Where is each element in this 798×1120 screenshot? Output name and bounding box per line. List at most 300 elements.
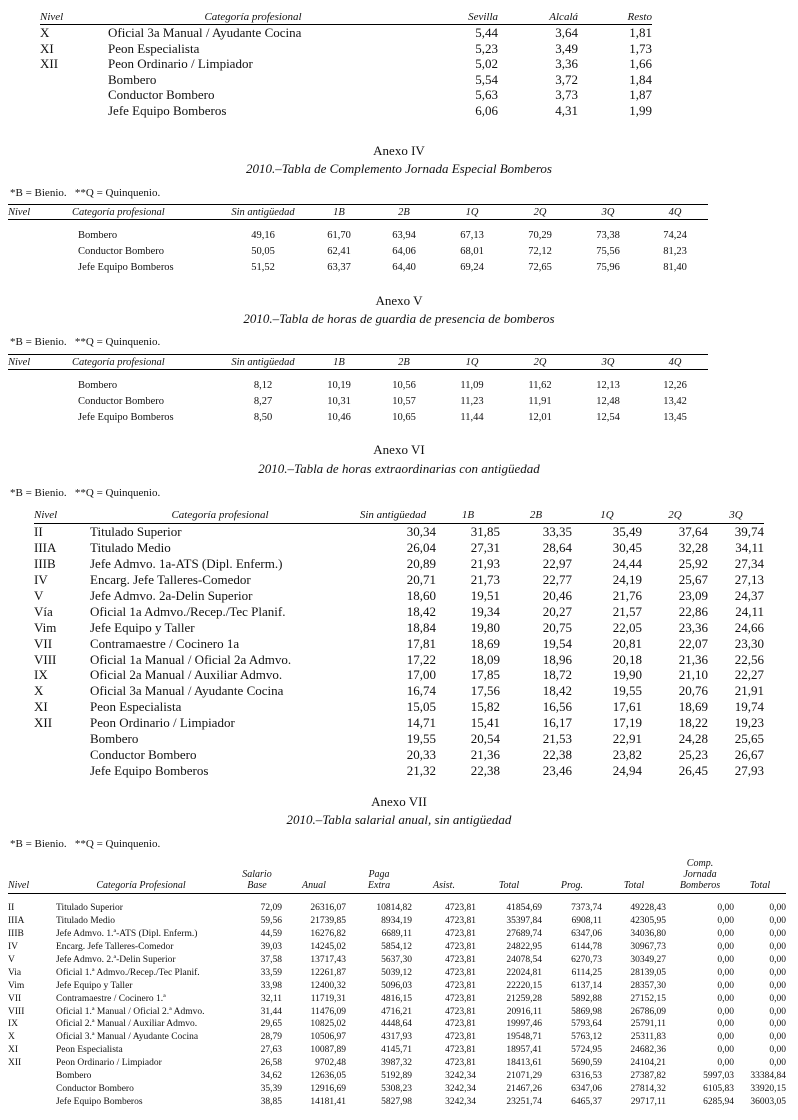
table-cell: 4723,81 bbox=[445, 993, 476, 1004]
table-cell: 75,56 bbox=[596, 246, 620, 258]
table-cell: 12,13 bbox=[596, 380, 620, 392]
table-cell: 35397,84 bbox=[506, 916, 542, 927]
table-cell: 19,90 bbox=[612, 667, 642, 683]
table-cell: 11719,31 bbox=[310, 993, 346, 1004]
table-cell: 24078,54 bbox=[506, 955, 542, 965]
spacer-row bbox=[8, 220, 708, 229]
table-cell: 21259,28 bbox=[506, 993, 542, 1004]
table-row bbox=[8, 394, 708, 410]
table-cell: 27,63 bbox=[260, 1045, 282, 1056]
table-cell: 1,81 bbox=[629, 25, 652, 41]
table-cell: Peon Ordinario / Limpiador bbox=[108, 56, 253, 72]
table-cell: Oficial 3a Manual / Ayudante Cocina bbox=[108, 25, 302, 41]
table-cell: Vim bbox=[34, 619, 57, 635]
table-cell: 25,92 bbox=[678, 556, 708, 572]
table-cell: 63,94 bbox=[392, 230, 416, 242]
table-cell: 3242,34 bbox=[445, 1096, 476, 1107]
table-cell: 23,09 bbox=[678, 588, 708, 603]
table-cell: 32,11 bbox=[260, 993, 282, 1004]
table-row bbox=[8, 409, 708, 425]
table-cell: 27814,32 bbox=[630, 1083, 666, 1094]
table-cell: 4816,15 bbox=[381, 993, 412, 1004]
table-cell bbox=[34, 746, 90, 762]
table-cell: 23,82 bbox=[612, 746, 642, 762]
table-cell: 22,38 bbox=[470, 762, 500, 778]
table-row bbox=[34, 715, 764, 731]
table-row bbox=[8, 902, 786, 915]
table-cell bbox=[34, 731, 90, 747]
table-cell: 16,56 bbox=[542, 699, 572, 715]
table-cell: 5827,98 bbox=[381, 1096, 412, 1107]
table-cell: Oficial 2a Manual / Auxiliar Admvo. bbox=[90, 667, 283, 683]
table-cell: 33,98 bbox=[260, 980, 282, 991]
table-cell: 6908,11 bbox=[571, 916, 602, 927]
table-cell: Jefe Admvo. 1.ª-ATS (Dipl. Enferm.) bbox=[56, 929, 198, 940]
table-cell: 31,44 bbox=[260, 1006, 282, 1017]
table-cell: 32,28 bbox=[678, 540, 708, 556]
table-cell: 35,49 bbox=[612, 524, 642, 540]
table-cell: Conductor Bombero bbox=[90, 746, 197, 762]
table-cell: 4,31 bbox=[555, 102, 578, 118]
table-cell: 19,55 bbox=[612, 683, 642, 699]
table-cell bbox=[8, 409, 72, 425]
table-cell: Jefe Equipo Bomberos bbox=[108, 102, 227, 118]
table-cell: XI bbox=[8, 1045, 19, 1056]
table-cell: 22,38 bbox=[542, 746, 572, 762]
column-header: Categoría profesional bbox=[90, 507, 350, 524]
table-cell: 72,65 bbox=[528, 261, 552, 273]
table-cell: XII bbox=[8, 1058, 22, 1069]
table-cell: Encarg. Jefe Talleres-Comedor bbox=[90, 572, 251, 588]
table-cell: 6,06 bbox=[475, 102, 498, 118]
table-cell: 27,13 bbox=[734, 572, 764, 588]
table-cell: 24,94 bbox=[612, 762, 642, 778]
table-cell: 10825,02 bbox=[310, 1019, 346, 1030]
table-cell: Conductor Bombero bbox=[56, 1083, 134, 1094]
table-cell: 18,72 bbox=[542, 667, 572, 683]
table-cell: XII bbox=[40, 56, 59, 72]
table-cell: 19,34 bbox=[470, 603, 500, 619]
table-cell: 10,57 bbox=[392, 396, 416, 408]
table-cell: 72,12 bbox=[528, 246, 552, 258]
annex5-subtitle: 2010.–Tabla de horas de guardia de presencia de bomberos bbox=[243, 311, 555, 326]
table-row bbox=[34, 762, 764, 778]
table-cell: 70,29 bbox=[528, 230, 552, 242]
table-cell: 68,01 bbox=[460, 246, 484, 258]
table-cell: 75,96 bbox=[596, 261, 620, 273]
table-row bbox=[8, 1031, 786, 1044]
table-cell: 67,13 bbox=[460, 230, 484, 242]
table-cell: Via bbox=[8, 967, 22, 978]
table-cell: 22,97 bbox=[542, 556, 572, 572]
table-cell: 22220,15 bbox=[506, 980, 542, 991]
table-cell: Jefe Equipo y Taller bbox=[56, 980, 133, 991]
table-cell: 27,31 bbox=[470, 540, 500, 556]
table-cell: 19548,71 bbox=[506, 1032, 542, 1043]
table-row bbox=[8, 1070, 786, 1083]
table-cell: 20,27 bbox=[542, 603, 572, 619]
table-cell: XI bbox=[40, 40, 54, 56]
table-row bbox=[8, 1005, 786, 1018]
column-header: 2Q bbox=[642, 507, 708, 524]
table-cell: 0,00 bbox=[717, 1045, 734, 1056]
table-cell: 69,24 bbox=[460, 261, 484, 273]
table-cell: XI bbox=[34, 699, 48, 715]
table-cell: IIIA bbox=[8, 916, 25, 927]
column-header: 1B bbox=[436, 507, 500, 524]
table-cell: Bombero bbox=[56, 1071, 92, 1082]
table-cell: Conductor Bombero bbox=[78, 246, 165, 258]
column-header: 2B bbox=[370, 355, 438, 370]
table-row bbox=[8, 915, 786, 928]
table-cell: 15,82 bbox=[470, 699, 500, 715]
table-cell: 17,22 bbox=[406, 651, 436, 667]
table-cell: 0,00 bbox=[717, 903, 734, 914]
table-cell: 34036,80 bbox=[630, 929, 666, 940]
table-row bbox=[34, 667, 764, 683]
column-header: 1Q bbox=[438, 205, 506, 220]
annex5-note: *B = Bienio. **Q = Quinquenio. bbox=[10, 336, 161, 348]
table-row bbox=[8, 1057, 786, 1070]
table-cell: 0,00 bbox=[717, 1058, 734, 1069]
table-cell: VII bbox=[8, 993, 22, 1004]
table-row bbox=[34, 556, 764, 572]
table-body bbox=[8, 220, 708, 276]
table-cell: 23251,74 bbox=[506, 1096, 542, 1107]
table-cell: 18413,61 bbox=[506, 1058, 542, 1069]
table-cell: 26786,09 bbox=[630, 1006, 666, 1017]
table-cell: 0,00 bbox=[769, 1006, 786, 1017]
table-cell: 22,05 bbox=[612, 619, 642, 635]
table-cell: 18,42 bbox=[406, 603, 436, 619]
column-header: 2Q bbox=[506, 355, 574, 370]
table-cell: XII bbox=[34, 715, 53, 731]
table-cell: 5854,12 bbox=[381, 942, 412, 953]
table-cell: 14,71 bbox=[406, 715, 436, 731]
table-cell: 22,07 bbox=[678, 635, 708, 651]
table-cell: IX bbox=[8, 1019, 19, 1030]
table-cell: 17,56 bbox=[470, 683, 500, 699]
table-cell: 18,60 bbox=[406, 588, 436, 603]
table-cell: 10,56 bbox=[392, 380, 416, 392]
table-cell: 27,34 bbox=[734, 556, 764, 572]
column-header: Categoría Profesional bbox=[50, 858, 232, 894]
table-cell: 6105,83 bbox=[703, 1083, 734, 1094]
table-cell: II bbox=[34, 524, 43, 540]
table-cell: 20,46 bbox=[542, 588, 572, 603]
table-cell: 17,61 bbox=[612, 699, 642, 715]
table-cell: 4448,64 bbox=[381, 1019, 412, 1030]
table-cell: 6137,14 bbox=[571, 980, 602, 991]
table-cell: 12636,05 bbox=[310, 1071, 346, 1082]
column-header: Sin antigüedad bbox=[218, 355, 308, 370]
table-cell: 38,85 bbox=[260, 1096, 282, 1107]
table-cell: 72,09 bbox=[260, 903, 282, 914]
table-cell: 12400,32 bbox=[310, 980, 346, 991]
table-cell: 12261,87 bbox=[310, 967, 346, 978]
table-cell: 3242,34 bbox=[445, 1071, 476, 1082]
table-cell: 20,89 bbox=[406, 556, 436, 572]
table-cell: 20,76 bbox=[678, 683, 708, 699]
table-cell: Oficial 2.ª Manual / Auxiliar Admvo. bbox=[56, 1019, 198, 1030]
column-header: Total bbox=[734, 858, 786, 894]
table-row bbox=[34, 683, 764, 699]
table-cell: 1,66 bbox=[629, 56, 652, 72]
table-cell: 4723,81 bbox=[445, 942, 476, 953]
table-cell bbox=[8, 228, 72, 244]
table-row bbox=[8, 1095, 786, 1108]
table-cell: 8,50 bbox=[253, 411, 273, 423]
table-cell bbox=[40, 103, 108, 119]
table-cell: 37,58 bbox=[260, 955, 282, 965]
table-row bbox=[40, 56, 652, 72]
table-cell: 16276,82 bbox=[310, 929, 346, 940]
column-header: Nivel bbox=[8, 355, 72, 370]
table-cell: 0,00 bbox=[717, 955, 734, 965]
table-cell: 0,00 bbox=[769, 993, 786, 1004]
annex6-note: *B = Bienio. **Q = Quinquenio. bbox=[10, 487, 161, 499]
table-cell: 19997,46 bbox=[506, 1019, 542, 1030]
column-header: 1Q bbox=[572, 507, 642, 524]
column-header: Nivel bbox=[34, 507, 90, 524]
table-cell: 33384,84 bbox=[750, 1071, 786, 1082]
table-row bbox=[8, 1018, 786, 1031]
table-cell: 24822,95 bbox=[506, 942, 542, 953]
table-cell: Oficial 1a Manual / Oficial 2a Admvo. bbox=[90, 651, 292, 667]
table-cell bbox=[8, 1095, 50, 1108]
column-header: 1B bbox=[308, 205, 370, 220]
table-cell: Jefe Equipo Bomberos bbox=[78, 411, 174, 423]
table-cell: 12,26 bbox=[663, 380, 687, 392]
table-cell: 20916,11 bbox=[506, 1006, 542, 1017]
table-cell bbox=[34, 762, 90, 778]
table-cell: IX bbox=[34, 667, 48, 683]
annex7-title: Anexo VII bbox=[371, 794, 427, 809]
table-cell: 10,19 bbox=[327, 380, 351, 392]
table-row bbox=[40, 72, 652, 88]
annex4-title: Anexo IV bbox=[373, 143, 425, 158]
table-cell: 12916,69 bbox=[310, 1083, 346, 1094]
table-body bbox=[40, 25, 652, 119]
table-cell: 31,85 bbox=[470, 524, 500, 540]
table-cell: 25,23 bbox=[678, 746, 708, 762]
table-cell: Contramaestre / Cocinero 1a bbox=[90, 635, 240, 651]
annex4-note: *B = Bienio. **Q = Quinquenio. bbox=[10, 187, 161, 199]
table-cell: 5,23 bbox=[475, 40, 498, 56]
table-cell: 11,44 bbox=[460, 411, 484, 423]
table-cell: 19,54 bbox=[542, 635, 572, 651]
table-cell: Titulado Medio bbox=[56, 916, 116, 927]
table-cell: 19,55 bbox=[406, 731, 436, 747]
table-cell: 4723,81 bbox=[445, 955, 476, 965]
column-header: Sin antigüedad bbox=[218, 205, 308, 220]
column-header: 4Q bbox=[642, 205, 708, 220]
table-cell: 5690,59 bbox=[571, 1058, 602, 1069]
table-cell: 16,17 bbox=[542, 715, 572, 731]
table-cell: Encarg. Jefe Talleres-Comedor bbox=[56, 942, 174, 953]
table-cell: 21071,29 bbox=[506, 1071, 542, 1082]
table-cell: VIII bbox=[8, 1006, 25, 1017]
table-cell: 0,00 bbox=[769, 916, 786, 927]
annex6-title: Anexo VI bbox=[373, 442, 425, 457]
table-cell: 10814,82 bbox=[376, 903, 412, 914]
column-header: 1B bbox=[308, 355, 370, 370]
table-row bbox=[8, 259, 708, 275]
table-cell: Vim bbox=[8, 980, 25, 991]
table-row bbox=[34, 588, 764, 604]
table-cell: 14181,41 bbox=[310, 1096, 346, 1107]
table-cell: 64,06 bbox=[392, 246, 416, 258]
table-row bbox=[34, 746, 764, 762]
table-cell bbox=[8, 244, 72, 260]
table-cell: 23,30 bbox=[734, 635, 764, 651]
column-header: Prog. bbox=[542, 858, 602, 894]
table-cell: 6347,06 bbox=[571, 1083, 602, 1094]
table-cell: 21,73 bbox=[470, 572, 500, 588]
table-cell: 5763,12 bbox=[571, 1032, 602, 1043]
table-cell: 5,02 bbox=[475, 56, 498, 72]
table-cell: 0,00 bbox=[769, 967, 786, 978]
table-cell: 64,40 bbox=[392, 261, 416, 273]
table-cell: 5793,64 bbox=[571, 1019, 602, 1030]
table-cell: 33,35 bbox=[542, 524, 572, 540]
table-body bbox=[34, 524, 764, 779]
column-header: Categoría profesional bbox=[108, 10, 398, 25]
table-cell: Oficial 1.ª Admvo./Recep./Tec Planif. bbox=[56, 967, 200, 978]
table-cell: 27152,15 bbox=[630, 993, 666, 1004]
table-cell: 20,33 bbox=[406, 746, 436, 762]
table-cell: 5039,12 bbox=[381, 967, 412, 978]
column-header: Paga Extra bbox=[346, 858, 412, 894]
table-cell: 37,64 bbox=[678, 524, 708, 540]
table-cell: 30349,27 bbox=[630, 955, 666, 965]
table-cell: 0,00 bbox=[717, 1019, 734, 1030]
column-header: Alcalá bbox=[498, 10, 578, 25]
table-cell: 24,66 bbox=[734, 619, 764, 635]
table-cell: 5869,98 bbox=[571, 1006, 602, 1017]
table-cell: Titulado Superior bbox=[90, 524, 182, 540]
table-row bbox=[8, 979, 786, 992]
table-cell: 25311,83 bbox=[630, 1032, 666, 1043]
table-cell: 10506,97 bbox=[310, 1032, 346, 1043]
table-cell: 22,86 bbox=[678, 603, 708, 619]
table-cell: 8,27 bbox=[253, 396, 273, 408]
table-cell: 6144,78 bbox=[571, 942, 602, 953]
table-cell: 0,00 bbox=[717, 980, 734, 991]
table-cell: 6465,37 bbox=[571, 1096, 602, 1107]
table-cell: 4723,81 bbox=[445, 1032, 476, 1043]
table-cell: 18,69 bbox=[470, 635, 500, 651]
table-cell: 16,74 bbox=[406, 683, 436, 699]
table-cell: 18,96 bbox=[542, 651, 572, 667]
table-cell: Bombero bbox=[78, 380, 118, 392]
table-cell: 34,62 bbox=[260, 1071, 282, 1082]
table-cell: 6689,11 bbox=[381, 929, 412, 940]
table-cell: 20,71 bbox=[406, 572, 436, 588]
table-cell: 23,36 bbox=[678, 619, 708, 635]
table-cell bbox=[8, 378, 72, 394]
table-cell: 0,00 bbox=[717, 942, 734, 953]
table-cell: IIIB bbox=[8, 929, 24, 940]
table-cell: 26,67 bbox=[734, 746, 764, 762]
table-cell bbox=[8, 1082, 50, 1095]
table-cell: 21,36 bbox=[470, 746, 500, 762]
table-cell: 33920,15 bbox=[750, 1083, 786, 1094]
table-cell: 24,44 bbox=[612, 556, 642, 572]
table-cell: 12,48 bbox=[596, 396, 620, 408]
table-row bbox=[8, 378, 708, 394]
table-cell: 42305,95 bbox=[630, 916, 666, 927]
table-cell: 1,73 bbox=[629, 40, 652, 56]
table-cell: Peon Ordinario / Limpiador bbox=[90, 715, 235, 731]
table-cell: 21,53 bbox=[542, 731, 572, 747]
table-cell: 27387,82 bbox=[630, 1071, 666, 1082]
table-cell: 28,79 bbox=[260, 1032, 282, 1043]
column-header: Total bbox=[602, 858, 666, 894]
table-cell: 11,09 bbox=[460, 380, 484, 392]
table-cell: 24,11 bbox=[735, 603, 764, 619]
table-cell: 13,45 bbox=[663, 411, 687, 423]
annex6-subtitle: 2010.–Tabla de horas extraordinarias con antigüedad bbox=[258, 461, 540, 476]
table-cell: 3987,32 bbox=[381, 1058, 412, 1069]
table-cell: 19,51 bbox=[470, 588, 500, 603]
annex5-table bbox=[8, 354, 708, 425]
table-cell: 62,41 bbox=[327, 246, 351, 258]
table-cell: Vía bbox=[34, 603, 53, 619]
table-cell: 4723,81 bbox=[445, 1006, 476, 1017]
table-cell: Bombero bbox=[90, 731, 139, 747]
table-cell: 4723,81 bbox=[445, 1045, 476, 1056]
table-header bbox=[40, 10, 652, 25]
table-cell: 19,23 bbox=[734, 715, 764, 731]
table-cell: 26,04 bbox=[406, 540, 436, 556]
column-header: 2B bbox=[500, 507, 572, 524]
table-row bbox=[8, 966, 786, 979]
table-cell: 1,99 bbox=[629, 102, 652, 118]
table-cell: Peon Especialista bbox=[90, 699, 182, 715]
table-cell: 0,00 bbox=[769, 942, 786, 953]
table-cell: 11,23 bbox=[460, 396, 484, 408]
table-cell: 21739,85 bbox=[310, 916, 346, 927]
table-cell: 21,93 bbox=[470, 556, 500, 572]
table-cell: 6285,94 bbox=[703, 1096, 734, 1107]
table-cell: Jefe Equipo Bomberos bbox=[90, 762, 209, 778]
table-cell: 74,24 bbox=[663, 230, 687, 242]
table-cell: 10,31 bbox=[327, 396, 351, 408]
table-cell: 3,49 bbox=[555, 40, 578, 56]
table-cell: Oficial 1a Admvo./Recep./Tec Planif. bbox=[90, 603, 286, 619]
table-cell: Jefe Equipo y Taller bbox=[90, 619, 195, 635]
table-cell: 18,09 bbox=[470, 651, 500, 667]
table-cell: 10087,89 bbox=[310, 1045, 346, 1056]
table-cell: 4716,21 bbox=[381, 1006, 412, 1017]
table-row bbox=[8, 1082, 786, 1095]
table-cell: V bbox=[34, 588, 44, 603]
spacer-row bbox=[8, 370, 708, 379]
table-cell: 5,63 bbox=[475, 87, 498, 103]
table-body bbox=[8, 894, 786, 1109]
column-header: 3Q bbox=[574, 205, 642, 220]
table-cell: 0,00 bbox=[717, 967, 734, 978]
table-cell: 15,41 bbox=[470, 715, 500, 731]
table-header bbox=[34, 507, 764, 524]
table-cell: 22,56 bbox=[734, 651, 764, 667]
table-cell: 9702,48 bbox=[315, 1058, 346, 1069]
table-cell: 24104,21 bbox=[630, 1058, 666, 1069]
table-cell: 0,00 bbox=[769, 903, 786, 914]
table-cell: 0,00 bbox=[717, 993, 734, 1004]
table-cell: 5637,30 bbox=[381, 955, 412, 965]
